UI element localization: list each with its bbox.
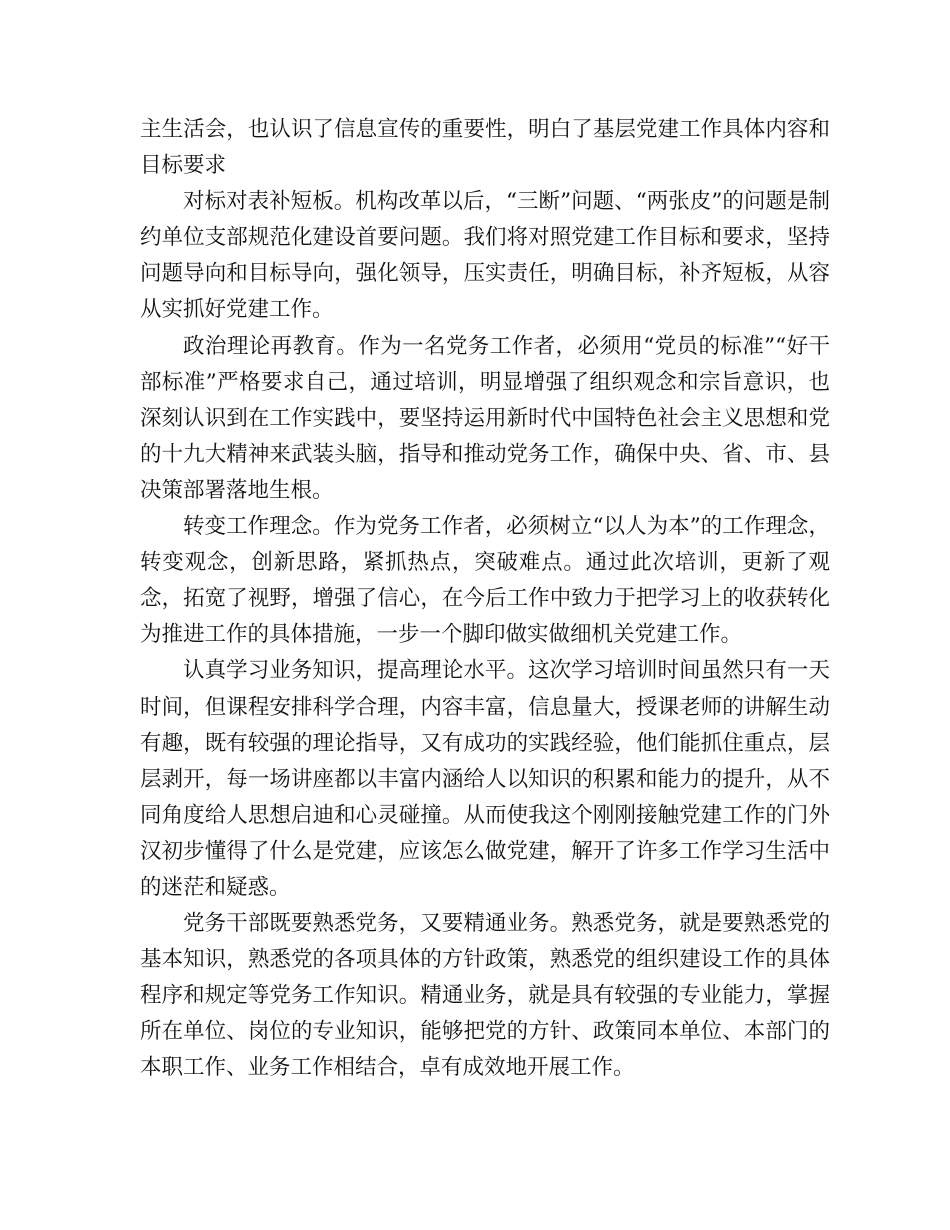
paragraph-work-concept: 转变工作理念。作为党务工作者，必须树立“以人为本”的工作理念，转变观念，创新思路，紧抓热点，突破难点。通过此次培训，更新了观念，拓宽了视野，增强了信心，在今后工作中致力于把学习上的收获转化为推进工作的具体措施，一步一个脚印做实做细机关党建工作。 bbox=[140, 514, 830, 648]
paragraph-continuation: 主生活会，也认识了信息宣传的重要性，明白了基层党建工作具体内容和目标要求 bbox=[140, 117, 830, 179]
paragraph-shortcomings: 对标对表补短板。机构改革以后，“三断”问题、“两张皮”的问题是制约单位支部规范化建设首要问题。我们将对照党建工作目标和要求，坚持问题导向和目标导向，强化领导，压实责任，明确目标，补齐短板，从容从实抓好党建工作。 bbox=[140, 189, 830, 323]
document-body bbox=[140, 112, 830, 1087]
paragraph-political-theory: 政治理论再教育。作为一名党务工作者，必须用“党员的标准”“好干部标准”严格要求自己，通过培训，明显增强了组织观念和宗旨意识，也深刻认识到在工作实践中，要坚持运用新时代中国特色社会主义思想和党的十九大精神来武装头脑，指导和推动党务工作，确保中央、省、市、县决策部署落地生根。 bbox=[140, 333, 830, 503]
paragraph-business-knowledge: 认真学习业务知识，提高理论水平。这次学习培训时间虽然只有一天时间，但课程安排科学合理，内容丰富，信息量大，授课老师的讲解生动有趣，既有较强的理论指导，又有成功的实践经验，他们能抓住重点，层层剥开，每一场讲座都以丰富内涵给人以知识的积累和能力的提升，从不同角度给人思想启迪和心灵碰撞。从而使我这个刚刚接触党建工作的门外汉初步懂得了什么是党建，应该怎么做党建，解开了许多工作学习生活中的迷茫和疑惑。 bbox=[140, 658, 830, 900]
paragraph-party-cadres: 党务干部既要熟悉党务，又要精通业务。熟悉党务，就是要熟悉党的基本知识，熟悉党的各项具体的方针政策，熟悉党的组织建设工作的具体程序和规定等党务工作知识。精通业务，就是具有较强的专业能力，掌握所在单位、岗位的专业知识，能够把党的方针、政策同本单位、本部门的本职工作、业务工作相结合，卓有成效地开展工作。 bbox=[140, 911, 830, 1081]
